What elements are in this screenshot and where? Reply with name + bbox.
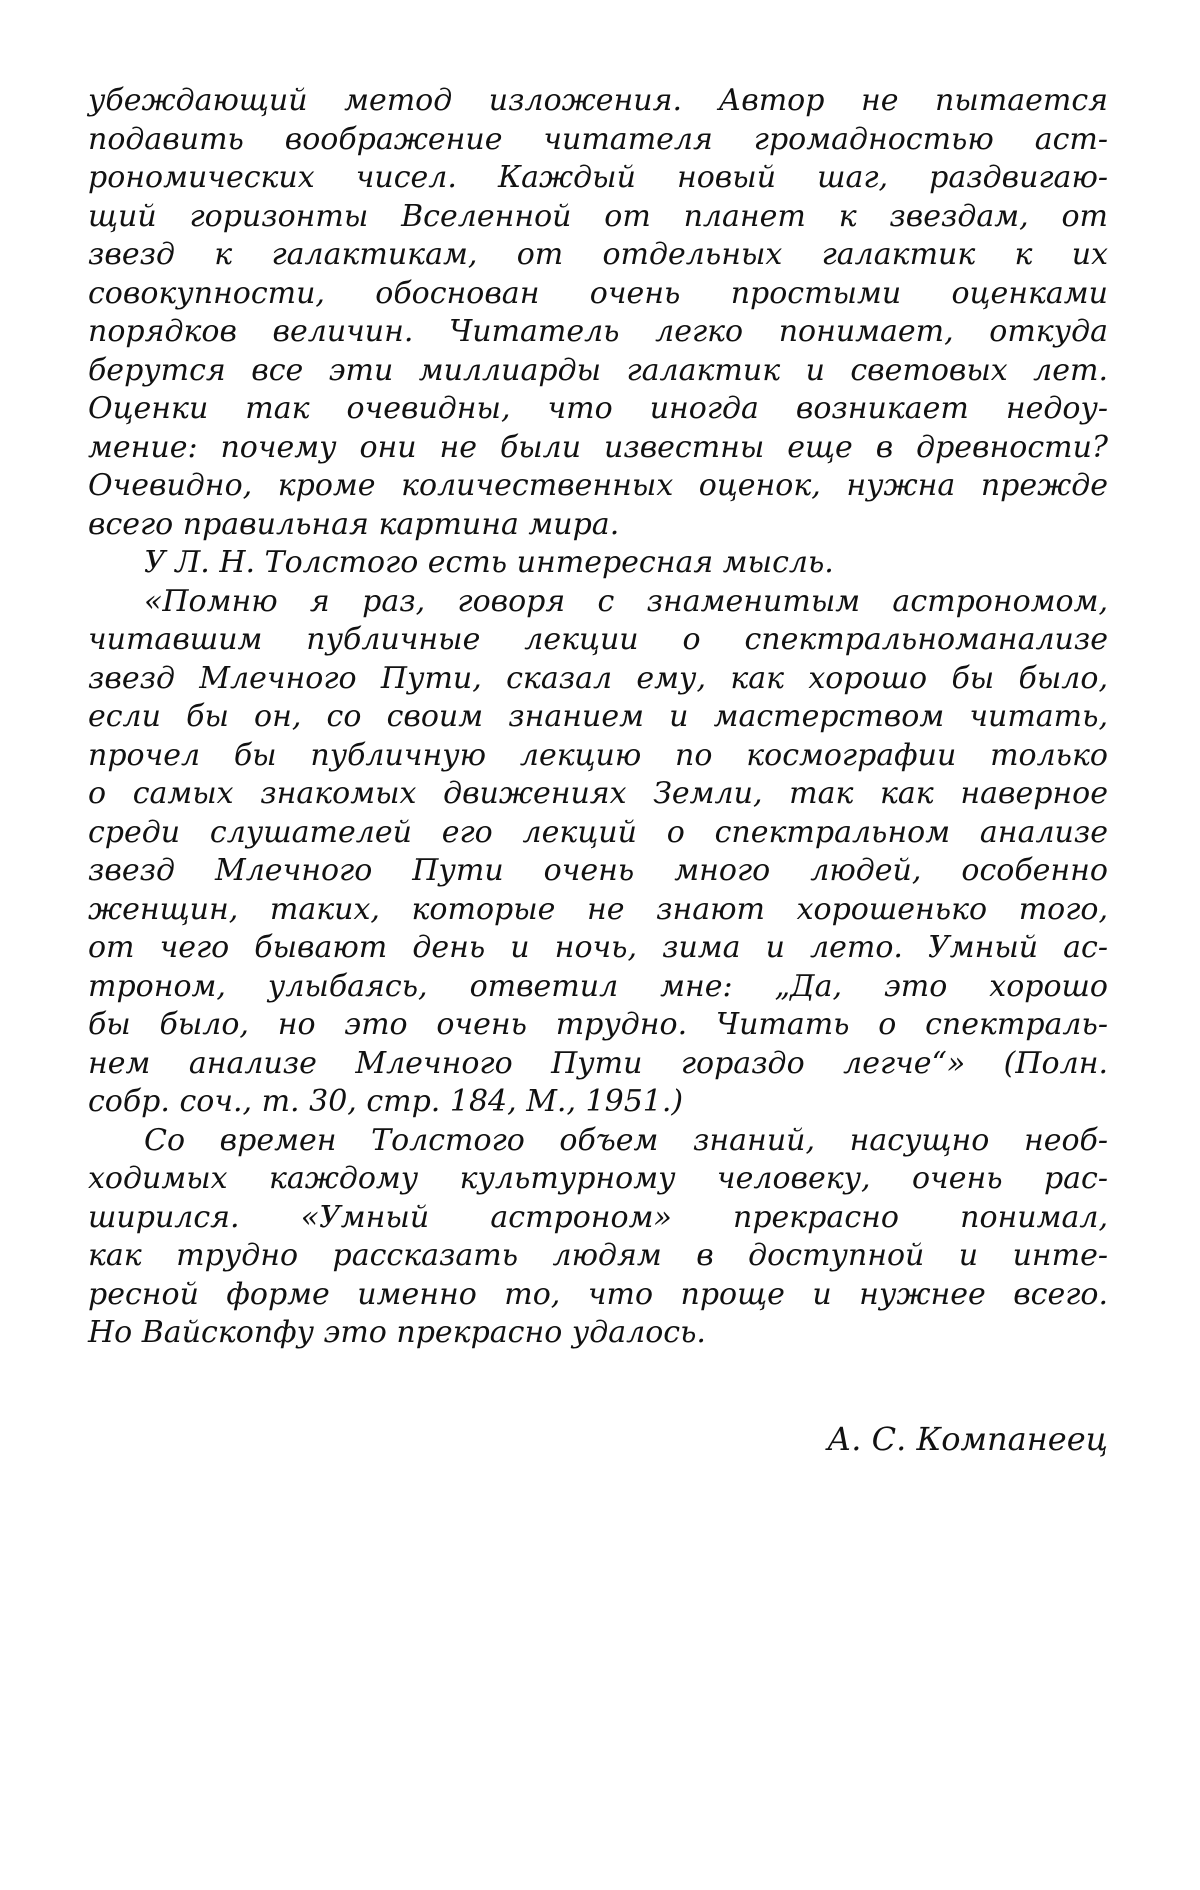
text-line: о самых знакомых движениях Земли, так как наверное [88,776,1108,811]
text-line: рономических чисел. Каждый новый шаг, раздвигаю- [88,160,1108,195]
text-line: берутся все эти миллиарды галактик и световых лет. [88,352,1108,388]
paragraph-conclusion [88,1122,1108,1353]
text-line: «Помню я раз, говоря с знаменитым астрономом, [144,583,1108,619]
text-line: нем анализе Млечного Пути гораздо легче“» (Полн. [88,1045,1108,1081]
paragraph-intro [88,82,1108,544]
page-text [88,82,1108,1458]
text-line: собр. соч., т. 30, стр. 184, М., 1951.) [88,1084,684,1119]
text-line: от чего бывают день и ночь, зима и лето. Умный ас- [88,930,1108,965]
text-line: Очевидно, кроме количественных оценок, нужна прежде [88,468,1108,503]
text-line: троном, улыбаясь, ответил мне: „Да, это хорошо [88,968,1108,1004]
text-line: подавить воображение читателя громадностью аст- [88,121,1108,157]
text-line: щий горизонты Вселенной от планет к звездам, от [88,198,1108,234]
text-line: Но Вайскопфу это прекрасно удалось. [88,1315,706,1350]
paragraph-quote [88,583,1108,1122]
text-line: убеждающий метод изложения. Автор не пытается [88,83,1108,118]
text-line: всего правильная картина мира. [88,506,620,542]
paragraph-tolstoy-intro [88,544,1108,583]
text-line: читавшим публичные лекции о спектральноманализе [88,622,1108,657]
text-line: ресной форме именно то, что проще и нужнее всего. [88,1276,1108,1312]
text-line: мение: почему они не были известны еще в древности? [88,429,1108,465]
text-line: ширился. «Умный астроном» прекрасно понимал, [88,1199,1108,1235]
text-line: как трудно рассказать людям в доступной и инте- [88,1238,1108,1273]
author-signature: А. С. Компанеец [827,1420,1108,1458]
text-line: порядков величин. Читатель легко понимает, откуда [88,314,1108,349]
text-line: звезд Млечного Пути, сказал ему, как хорошо бы было, [88,660,1108,696]
text-line: прочел бы публичную лекцию по космографии только [88,737,1108,773]
text-line: звезд к галактикам, от отдельных галактик к их [88,237,1108,272]
text-line: женщин, таких, которые не знают хорошенько того, [88,891,1108,927]
text-line: бы было, но это очень трудно. Читать о спектраль- [88,1007,1108,1042]
text-line: У Л. Н. Толстого есть интересная мысль. [144,545,834,580]
text-line: звезд Млечного Пути очень много людей, особенно [88,853,1108,888]
text-line: Со времен Толстого объем знаний, насущно необ- [144,1122,1108,1158]
text-line: ходимых каждому культурному человеку, очень рас- [88,1161,1108,1196]
text-line: Оценки так очевидны, что иногда возникает недоу- [88,391,1108,426]
text-line: если бы он, со своим знанием и мастерством читать, [88,699,1108,734]
text-line: совокупности, обоснован очень простыми оценками [88,275,1108,311]
text-line: среди слушателей его лекций о спектральном анализе [88,814,1108,850]
